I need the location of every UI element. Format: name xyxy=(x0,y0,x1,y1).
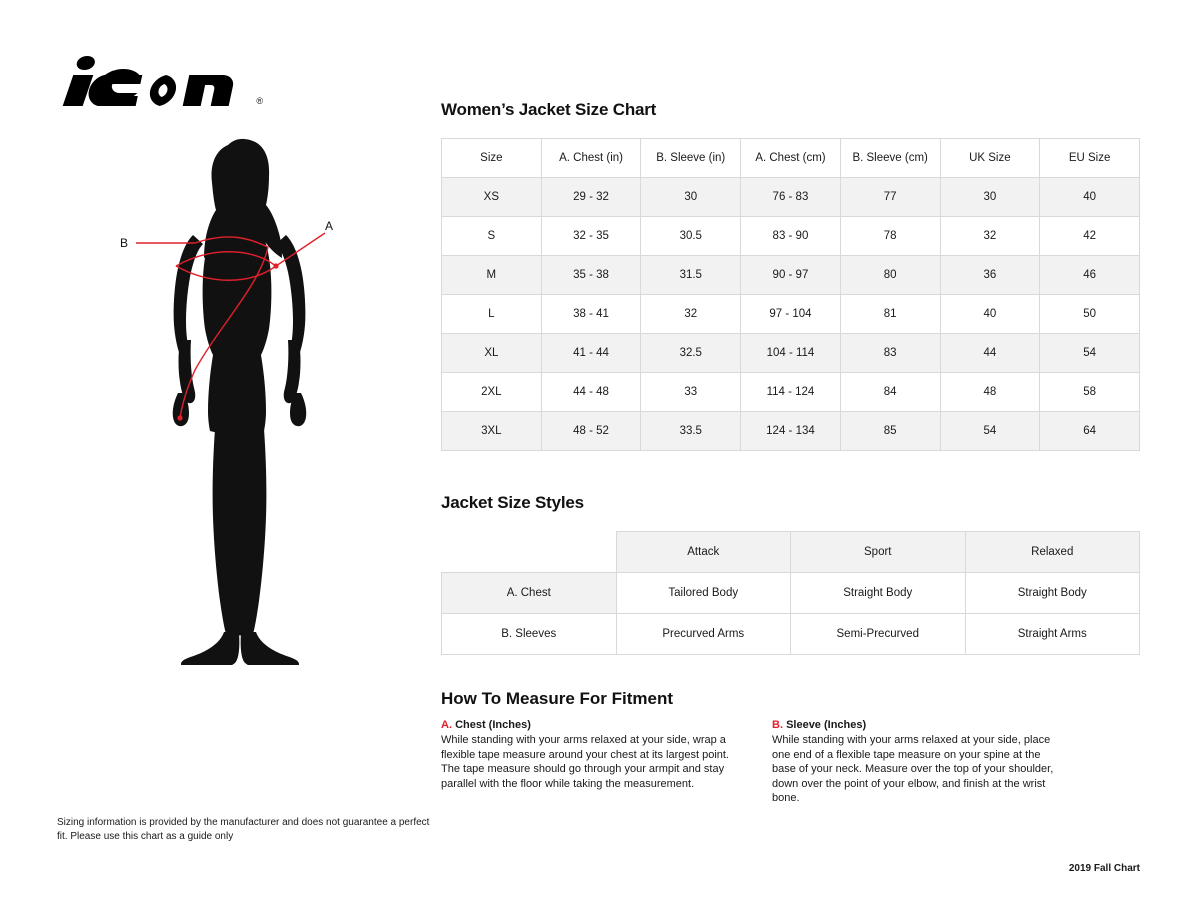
table-row xyxy=(442,256,1140,295)
cell-sleeve-in: 31.5 xyxy=(641,256,741,295)
styles-cell: Straight Arms xyxy=(965,614,1140,655)
how-to-measure-section xyxy=(441,689,1141,806)
cell-chest-in: 44 - 48 xyxy=(541,373,641,412)
table-row xyxy=(442,373,1140,412)
cell-sleeve-cm: 85 xyxy=(840,412,940,451)
callout-label-a: A xyxy=(325,219,334,233)
cell-sleeve-cm: 80 xyxy=(840,256,940,295)
cell-uk-size: 30 xyxy=(940,178,1040,217)
cell-chest-in: 41 - 44 xyxy=(541,334,641,373)
cell-uk-size: 36 xyxy=(940,256,1040,295)
cell-eu-size: 40 xyxy=(1040,178,1140,217)
cell-sleeve-in: 33 xyxy=(641,373,741,412)
cell-chest-cm: 114 - 124 xyxy=(741,373,841,412)
womens-jacket-size-table xyxy=(441,138,1140,451)
column-header: B. Sleeve (in) xyxy=(641,139,741,178)
styles-header-row xyxy=(442,532,1140,573)
column-header: UK Size xyxy=(940,139,1040,178)
column-header: EU Size xyxy=(1040,139,1140,178)
content-column xyxy=(441,100,1141,806)
styles-cell: Tailored Body xyxy=(616,573,791,614)
how-to-label-text: Sleeve (Inches) xyxy=(786,719,867,731)
cell-eu-size: 58 xyxy=(1040,373,1140,412)
cell-chest-cm: 83 - 90 xyxy=(741,217,841,256)
cell-size: 3XL xyxy=(442,412,542,451)
styles-row-chest xyxy=(442,573,1140,614)
cell-size: XS xyxy=(442,178,542,217)
callout-label-b: B xyxy=(120,236,129,250)
cell-chest-in: 29 - 32 xyxy=(541,178,641,217)
cell-chest-in: 48 - 52 xyxy=(541,412,641,451)
table-row xyxy=(442,178,1140,217)
styles-cell: Straight Body xyxy=(791,573,966,614)
column-header: A. Chest (in) xyxy=(541,139,641,178)
cell-uk-size: 48 xyxy=(940,373,1040,412)
column-header: A. Chest (cm) xyxy=(741,139,841,178)
table-header-row xyxy=(442,139,1140,178)
how-to-text-chest: While standing with your arms relaxed at your side, wrap a flexible tape measure around your chest at its largest point. The tape measure should go through your armpit and stay parallel with the floor while taking the measurement. xyxy=(441,734,729,790)
wrist-point-marker xyxy=(177,415,182,420)
cell-sleeve-in: 30 xyxy=(641,178,741,217)
styles-cell: Semi-Precurved xyxy=(791,614,966,655)
size-chart-title: Women’s Jacket Size Chart xyxy=(441,100,657,119)
cell-size: S xyxy=(442,217,542,256)
cell-chest-in: 38 - 41 xyxy=(541,295,641,334)
cell-chest-cm: 97 - 104 xyxy=(741,295,841,334)
cell-sleeve-cm: 78 xyxy=(840,217,940,256)
table-row xyxy=(442,295,1140,334)
cell-sleeve-cm: 83 xyxy=(840,334,940,373)
cell-uk-size: 44 xyxy=(940,334,1040,373)
styles-row-label: A. Chest xyxy=(442,573,617,614)
cell-chest-cm: 76 - 83 xyxy=(741,178,841,217)
cell-eu-size: 42 xyxy=(1040,217,1140,256)
cell-chest-cm: 104 - 114 xyxy=(741,334,841,373)
how-to-measure-sleeve xyxy=(772,719,1067,806)
mark-letter-a: A. xyxy=(441,719,452,731)
table-row xyxy=(442,334,1140,373)
cell-size: M xyxy=(442,256,542,295)
cell-sleeve-cm: 81 xyxy=(840,295,940,334)
cell-size: XL xyxy=(442,334,542,373)
cell-eu-size: 50 xyxy=(1040,295,1140,334)
jacket-size-styles-table xyxy=(441,531,1140,655)
how-to-measure-title: How To Measure For Fitment xyxy=(441,689,674,708)
cell-chest-in: 35 - 38 xyxy=(541,256,641,295)
cell-sleeve-cm: 84 xyxy=(840,373,940,412)
cell-eu-size: 46 xyxy=(1040,256,1140,295)
styles-row-sleeves xyxy=(442,614,1140,655)
cell-size: 2XL xyxy=(442,373,542,412)
brand-logo xyxy=(55,48,263,108)
styles-cell: Straight Body xyxy=(965,573,1140,614)
how-to-label-text: Chest (Inches) xyxy=(455,719,531,731)
mark-letter-b: B. xyxy=(772,719,783,731)
styles-header-relaxed: Relaxed xyxy=(965,532,1140,573)
cell-sleeve-in: 33.5 xyxy=(641,412,741,451)
styles-corner-blank xyxy=(442,532,617,573)
styles-title: Jacket Size Styles xyxy=(441,493,584,512)
registered-trademark-mark: ® xyxy=(256,96,263,106)
styles-row-label: B. Sleeves xyxy=(442,614,617,655)
styles-cell: Precurved Arms xyxy=(616,614,791,655)
cell-eu-size: 54 xyxy=(1040,334,1140,373)
cell-chest-in: 32 - 35 xyxy=(541,217,641,256)
how-to-measure-chest xyxy=(441,719,736,806)
styles-header-sport: Sport xyxy=(791,532,966,573)
cell-uk-size: 32 xyxy=(940,217,1040,256)
cell-sleeve-in: 32.5 xyxy=(641,334,741,373)
cell-sleeve-cm: 77 xyxy=(840,178,940,217)
column-header: B. Sleeve (cm) xyxy=(840,139,940,178)
how-to-text-sleeve: While standing with your arms relaxed at your side, place one end of a flexible tape measure on your spine at the base of your neck. Measure over the top of your shoulder, down over the point of your elbow, and finish at the wrist bone. xyxy=(772,734,1054,804)
female-silhouette xyxy=(100,135,400,665)
how-to-label-sleeve xyxy=(772,719,1067,731)
cell-size: L xyxy=(442,295,542,334)
disclaimer-note: Sizing information is provided by the manufacturer and does not guarantee a perfect fit. Please use this chart as a guide only xyxy=(57,817,430,842)
how-to-label-chest xyxy=(441,719,736,731)
table-row xyxy=(442,412,1140,451)
cell-uk-size: 40 xyxy=(940,295,1040,334)
chart-season-label: 2019 Fall Chart xyxy=(1068,863,1140,874)
cell-sleeve-in: 30.5 xyxy=(641,217,741,256)
table-row xyxy=(442,217,1140,256)
cell-eu-size: 64 xyxy=(1040,412,1140,451)
column-header: Size xyxy=(442,139,542,178)
cell-chest-cm: 90 - 97 xyxy=(741,256,841,295)
cell-sleeve-in: 32 xyxy=(641,295,741,334)
icon-logo-graphic xyxy=(55,48,255,108)
styles-header-attack: Attack xyxy=(616,532,791,573)
cell-chest-cm: 124 - 134 xyxy=(741,412,841,451)
chest-point-marker xyxy=(273,263,278,268)
measurement-figure xyxy=(100,135,400,665)
cell-uk-size: 54 xyxy=(940,412,1040,451)
